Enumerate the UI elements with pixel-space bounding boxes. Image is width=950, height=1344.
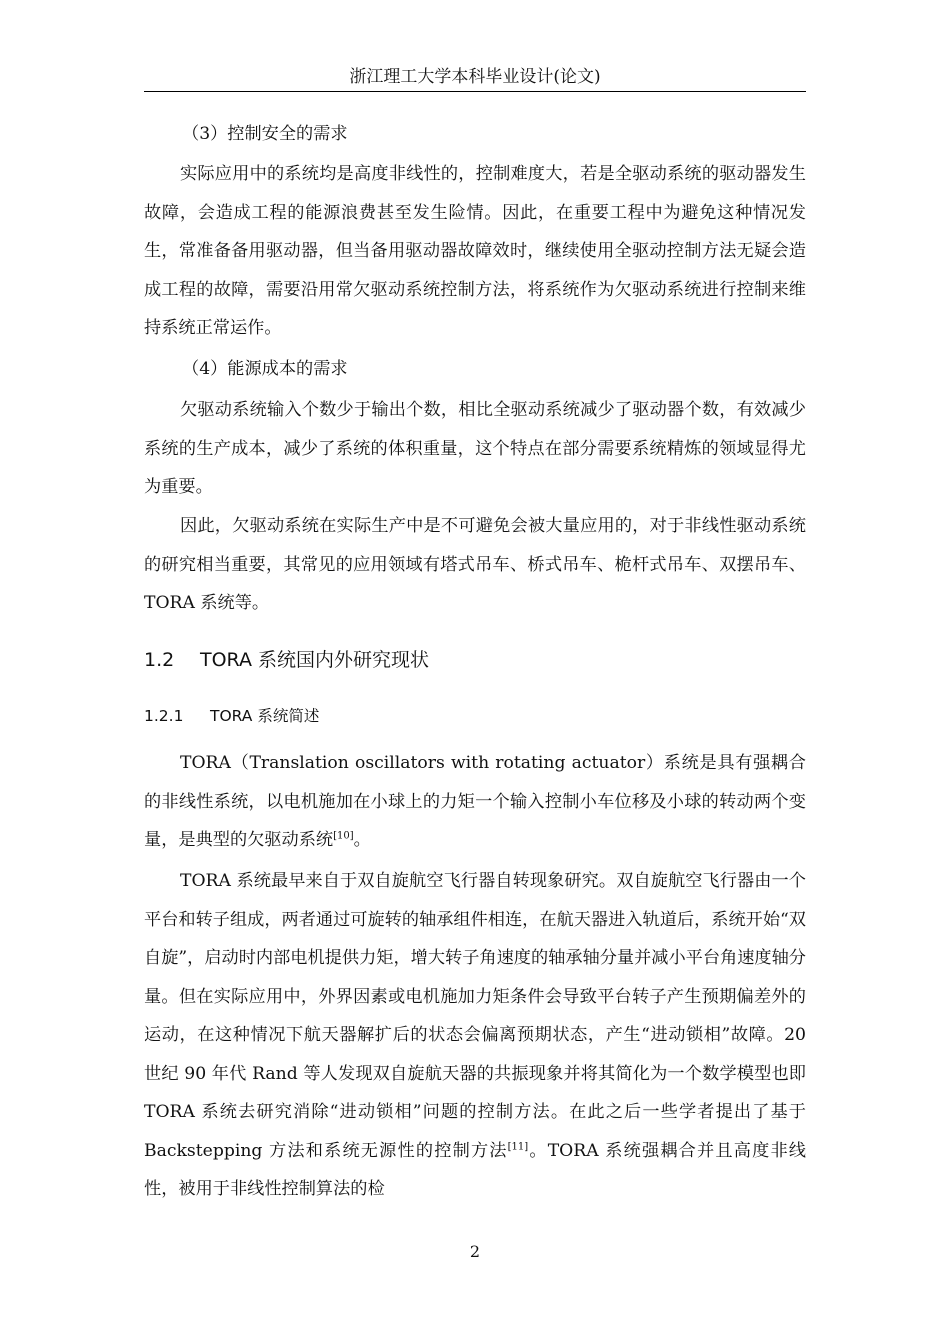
paragraph-conclusion-text: 因此，欠驱动系统在实际生产中是不可避免会被大量应用的，对于非线性驱动系统的研究相当重要，其常见的应用领域有塔式吊车、桥式吊车、桅杆式吊车、双摆吊车、TORA 系统等。	[144, 516, 806, 613]
citation-10: [10]	[333, 830, 354, 842]
list-item-safety: （3）控制安全的需求	[182, 124, 348, 144]
paragraph-safety-text: 实际应用中的系统均是高度非线性的，控制难度大，若是全驱动系统的驱动器发生故障，会造成工程的能源浪费甚至发生险情。因此，在重要工程中为避免这种情况发生，常准备备用驱动器，但当备用驱动器故障效时，继续使用全驱动控制方法无疑会造成工程的故障，需要沿用常欠驱动系统控制方法，将系统作为欠驱动系统进行控制来维持系统正常运作。	[144, 164, 806, 338]
running-header: 浙江理工大学本科毕业设计(论文)	[349, 67, 601, 87]
paragraph-conclusion	[144, 507, 806, 623]
subsection-title: TORA 系统简述	[210, 707, 320, 725]
page-number: 2	[469, 1242, 481, 1261]
paragraph-tora-history	[144, 862, 806, 1209]
paragraph-cost-text: 欠驱动系统输入个数少于输出个数，相比全驱动系统减少了驱动器个数，有效减少系统的生产成本，减少了系统的体积重量，这个特点在部分需要系统精炼的领域显得尤为重要。	[144, 400, 806, 497]
tora-intro-text: TORA（Translation oscillators with rotating actuator）系统是具有强耦合的非线性系统，以电机施加在小球上的力矩一个输入控制小车位移及小球的转动两个变量，是典型的欠驱动系统	[144, 753, 806, 850]
section-heading	[144, 648, 429, 672]
paragraph-tora-intro	[144, 744, 806, 860]
tora-history-text-1: TORA 系统最早来自于双自旋航空飞行器自转现象研究。双自旋航空飞行器由一个平台和转子组成，两者通过可旋转的轴承组件相连，在航天器进入轨道后，系统开始“双自旋”，启动时内部电机提供力矩，增大转子角速度的轴承轴分量并减小平台角速度轴分量。但在实际应用中，外界因素或电机施加力矩条件会导致平台转子产生预期偏差外的运动，在这种情况下航天器解扩后的状态会偏离预期状态，产生“进动锁相”故障。20 世纪 90 年代 Rand 等人发现双自旋航天器的共振现象并将其简化为一个数学模型也即 TORA 系统去研究消除“进动锁相”问题的控制方法。在此之后一些学者提出了基于 Backstepping 方法和系统无源性的控制方法	[144, 871, 806, 1161]
header-rule	[144, 91, 806, 92]
section-number: 1.2	[144, 649, 175, 671]
subsection-heading	[144, 705, 319, 727]
tora-history-text-2: 。TORA 系统强耦合并且高度非线性，被用于非线性控制算法的检	[144, 1140, 806, 1199]
section-title: TORA 系统国内外研究现状	[200, 649, 430, 671]
tora-intro-end: 。	[353, 830, 371, 850]
subsection-number: 1.2.1	[144, 707, 184, 725]
paragraph-safety	[144, 155, 806, 348]
list-item-cost: （4）能源成本的需求	[182, 359, 348, 379]
citation-11: [11]	[507, 1140, 529, 1152]
paragraph-cost	[144, 391, 806, 507]
